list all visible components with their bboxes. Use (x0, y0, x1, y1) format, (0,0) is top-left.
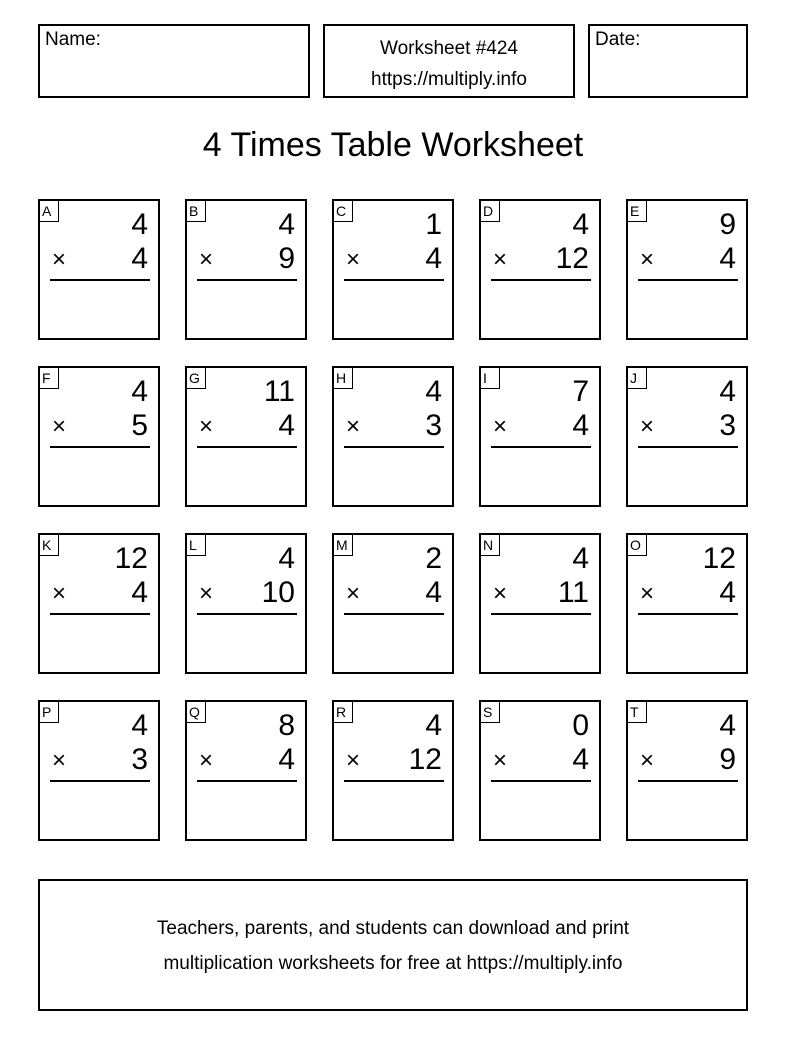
multiply-sign: × (493, 747, 508, 774)
problem-card[interactable] (332, 199, 454, 340)
problem-card[interactable] (626, 533, 748, 674)
problem-label: E (628, 201, 647, 222)
problem-card[interactable] (479, 700, 601, 841)
problem-label: A (40, 201, 59, 222)
multiplicand: 4 (278, 208, 295, 241)
multiplier: 4 (719, 576, 736, 609)
multiplicand: 9 (719, 208, 736, 241)
problem-card[interactable] (479, 366, 601, 507)
multiplicand: 4 (572, 542, 589, 575)
problem-card[interactable] (185, 533, 307, 674)
answer-line (50, 446, 150, 448)
answer-line (491, 780, 591, 782)
multiplier: 4 (425, 576, 442, 609)
multiplier: 9 (278, 242, 295, 275)
answer-line (197, 279, 297, 281)
answer-line (344, 279, 444, 281)
multiplicand: 4 (131, 709, 148, 742)
problem-card[interactable] (332, 366, 454, 507)
multiply-sign: × (199, 580, 214, 607)
multiplier: 3 (131, 743, 148, 776)
answer-line (50, 780, 150, 782)
worksheet-number: Worksheet #424 (379, 38, 518, 59)
date-label: Date: (595, 29, 641, 50)
page-title: 4 Times Table Worksheet (202, 126, 584, 164)
problem-label: N (481, 535, 500, 556)
problem-label: T (628, 702, 647, 723)
multiply-sign: × (640, 413, 655, 440)
multiplicand: 1 (425, 208, 442, 241)
answer-line (197, 613, 297, 615)
multiplier: 12 (555, 242, 589, 275)
answer-line (344, 446, 444, 448)
problem-label: H (334, 368, 353, 389)
answer-line (638, 780, 738, 782)
problem-label: P (40, 702, 59, 723)
multiplier: 4 (278, 743, 295, 776)
problem-card[interactable] (626, 366, 748, 507)
multiplicand: 4 (719, 375, 736, 408)
problem-label: J (628, 368, 647, 389)
multiply-sign: × (52, 413, 67, 440)
multiply-sign: × (52, 747, 67, 774)
multiply-sign: × (199, 246, 214, 273)
answer-line (197, 446, 297, 448)
worksheet-info-box (323, 24, 575, 98)
multiply-sign: × (346, 747, 361, 774)
multiply-sign: × (640, 747, 655, 774)
answer-line (50, 613, 150, 615)
problem-card[interactable] (38, 533, 160, 674)
answer-line (50, 279, 150, 281)
problem-card[interactable] (38, 199, 160, 340)
multiplicand: 4 (572, 208, 589, 241)
multiplier: 4 (572, 409, 589, 442)
problem-card[interactable] (185, 199, 307, 340)
multiplicand: 4 (425, 375, 442, 408)
answer-line (638, 446, 738, 448)
multiplicand: 4 (278, 542, 295, 575)
multiply-sign: × (346, 413, 361, 440)
multiplicand: 4 (131, 208, 148, 241)
multiplier: 9 (719, 743, 736, 776)
problem-label: M (334, 535, 353, 556)
multiply-sign: × (640, 246, 655, 273)
multiplicand: 0 (572, 709, 589, 742)
multiplicand: 12 (114, 542, 148, 575)
problem-card[interactable] (479, 199, 601, 340)
problem-label: O (628, 535, 647, 556)
name-box[interactable] (38, 24, 310, 98)
multiplier: 4 (131, 576, 148, 609)
multiply-sign: × (52, 246, 67, 273)
multiply-sign: × (493, 413, 508, 440)
problem-label: I (481, 368, 500, 389)
problem-card[interactable] (38, 700, 160, 841)
problem-label: D (481, 201, 500, 222)
problem-label: S (481, 702, 500, 723)
name-label: Name: (45, 29, 101, 50)
multiply-sign: × (493, 246, 508, 273)
multiplier: 4 (131, 242, 148, 275)
multiplicand: 4 (131, 375, 148, 408)
multiplicand: 7 (572, 375, 589, 408)
multiply-sign: × (640, 580, 655, 607)
problem-label: L (187, 535, 206, 556)
problem-card[interactable] (185, 366, 307, 507)
problem-card[interactable] (332, 700, 454, 841)
answer-line (491, 279, 591, 281)
answer-line (491, 446, 591, 448)
problem-card[interactable] (626, 700, 748, 841)
answer-line (344, 613, 444, 615)
multiplier: 4 (425, 242, 442, 275)
multiply-sign: × (199, 413, 214, 440)
multiplicand: 8 (278, 709, 295, 742)
multiplier: 10 (261, 576, 295, 609)
multiplier: 12 (408, 743, 442, 776)
footer-line-1: Teachers, parents, and students can download and print (156, 918, 630, 939)
multiplier: 3 (719, 409, 736, 442)
multiply-sign: × (346, 246, 361, 273)
footer-box (38, 879, 748, 1011)
problem-card[interactable] (479, 533, 601, 674)
answer-line (638, 279, 738, 281)
multiplicand: 2 (425, 542, 442, 575)
multiplier: 3 (425, 409, 442, 442)
multiplier: 5 (131, 409, 148, 442)
answer-line (638, 613, 738, 615)
worksheet-url: https://multiply.info (371, 69, 527, 90)
multiplicand: 4 (425, 709, 442, 742)
problem-label: C (334, 201, 353, 222)
multiply-sign: × (199, 747, 214, 774)
problem-card[interactable] (38, 366, 160, 507)
problem-label: Q (187, 702, 206, 723)
multiplier: 11 (557, 576, 589, 609)
answer-line (344, 780, 444, 782)
multiplicand: 4 (719, 709, 736, 742)
problem-card[interactable] (626, 199, 748, 340)
problem-label: F (40, 368, 59, 389)
answer-line (491, 613, 591, 615)
multiply-sign: × (52, 580, 67, 607)
date-box[interactable] (588, 24, 748, 98)
problem-label: B (187, 201, 206, 222)
problem-label: K (40, 535, 59, 556)
problem-card[interactable] (185, 700, 307, 841)
answer-line (197, 780, 297, 782)
problem-label: R (334, 702, 353, 723)
footer-line-2: multiplication worksheets for free at https://multiply.info (163, 953, 623, 974)
multiplier: 4 (572, 743, 589, 776)
multiplier: 4 (278, 409, 295, 442)
multiply-sign: × (493, 580, 508, 607)
multiplicand: 11 (263, 375, 295, 408)
multiplier: 4 (719, 242, 736, 275)
problem-card[interactable] (332, 533, 454, 674)
multiply-sign: × (346, 580, 361, 607)
multiplicand: 12 (702, 542, 736, 575)
problem-label: G (187, 368, 206, 389)
